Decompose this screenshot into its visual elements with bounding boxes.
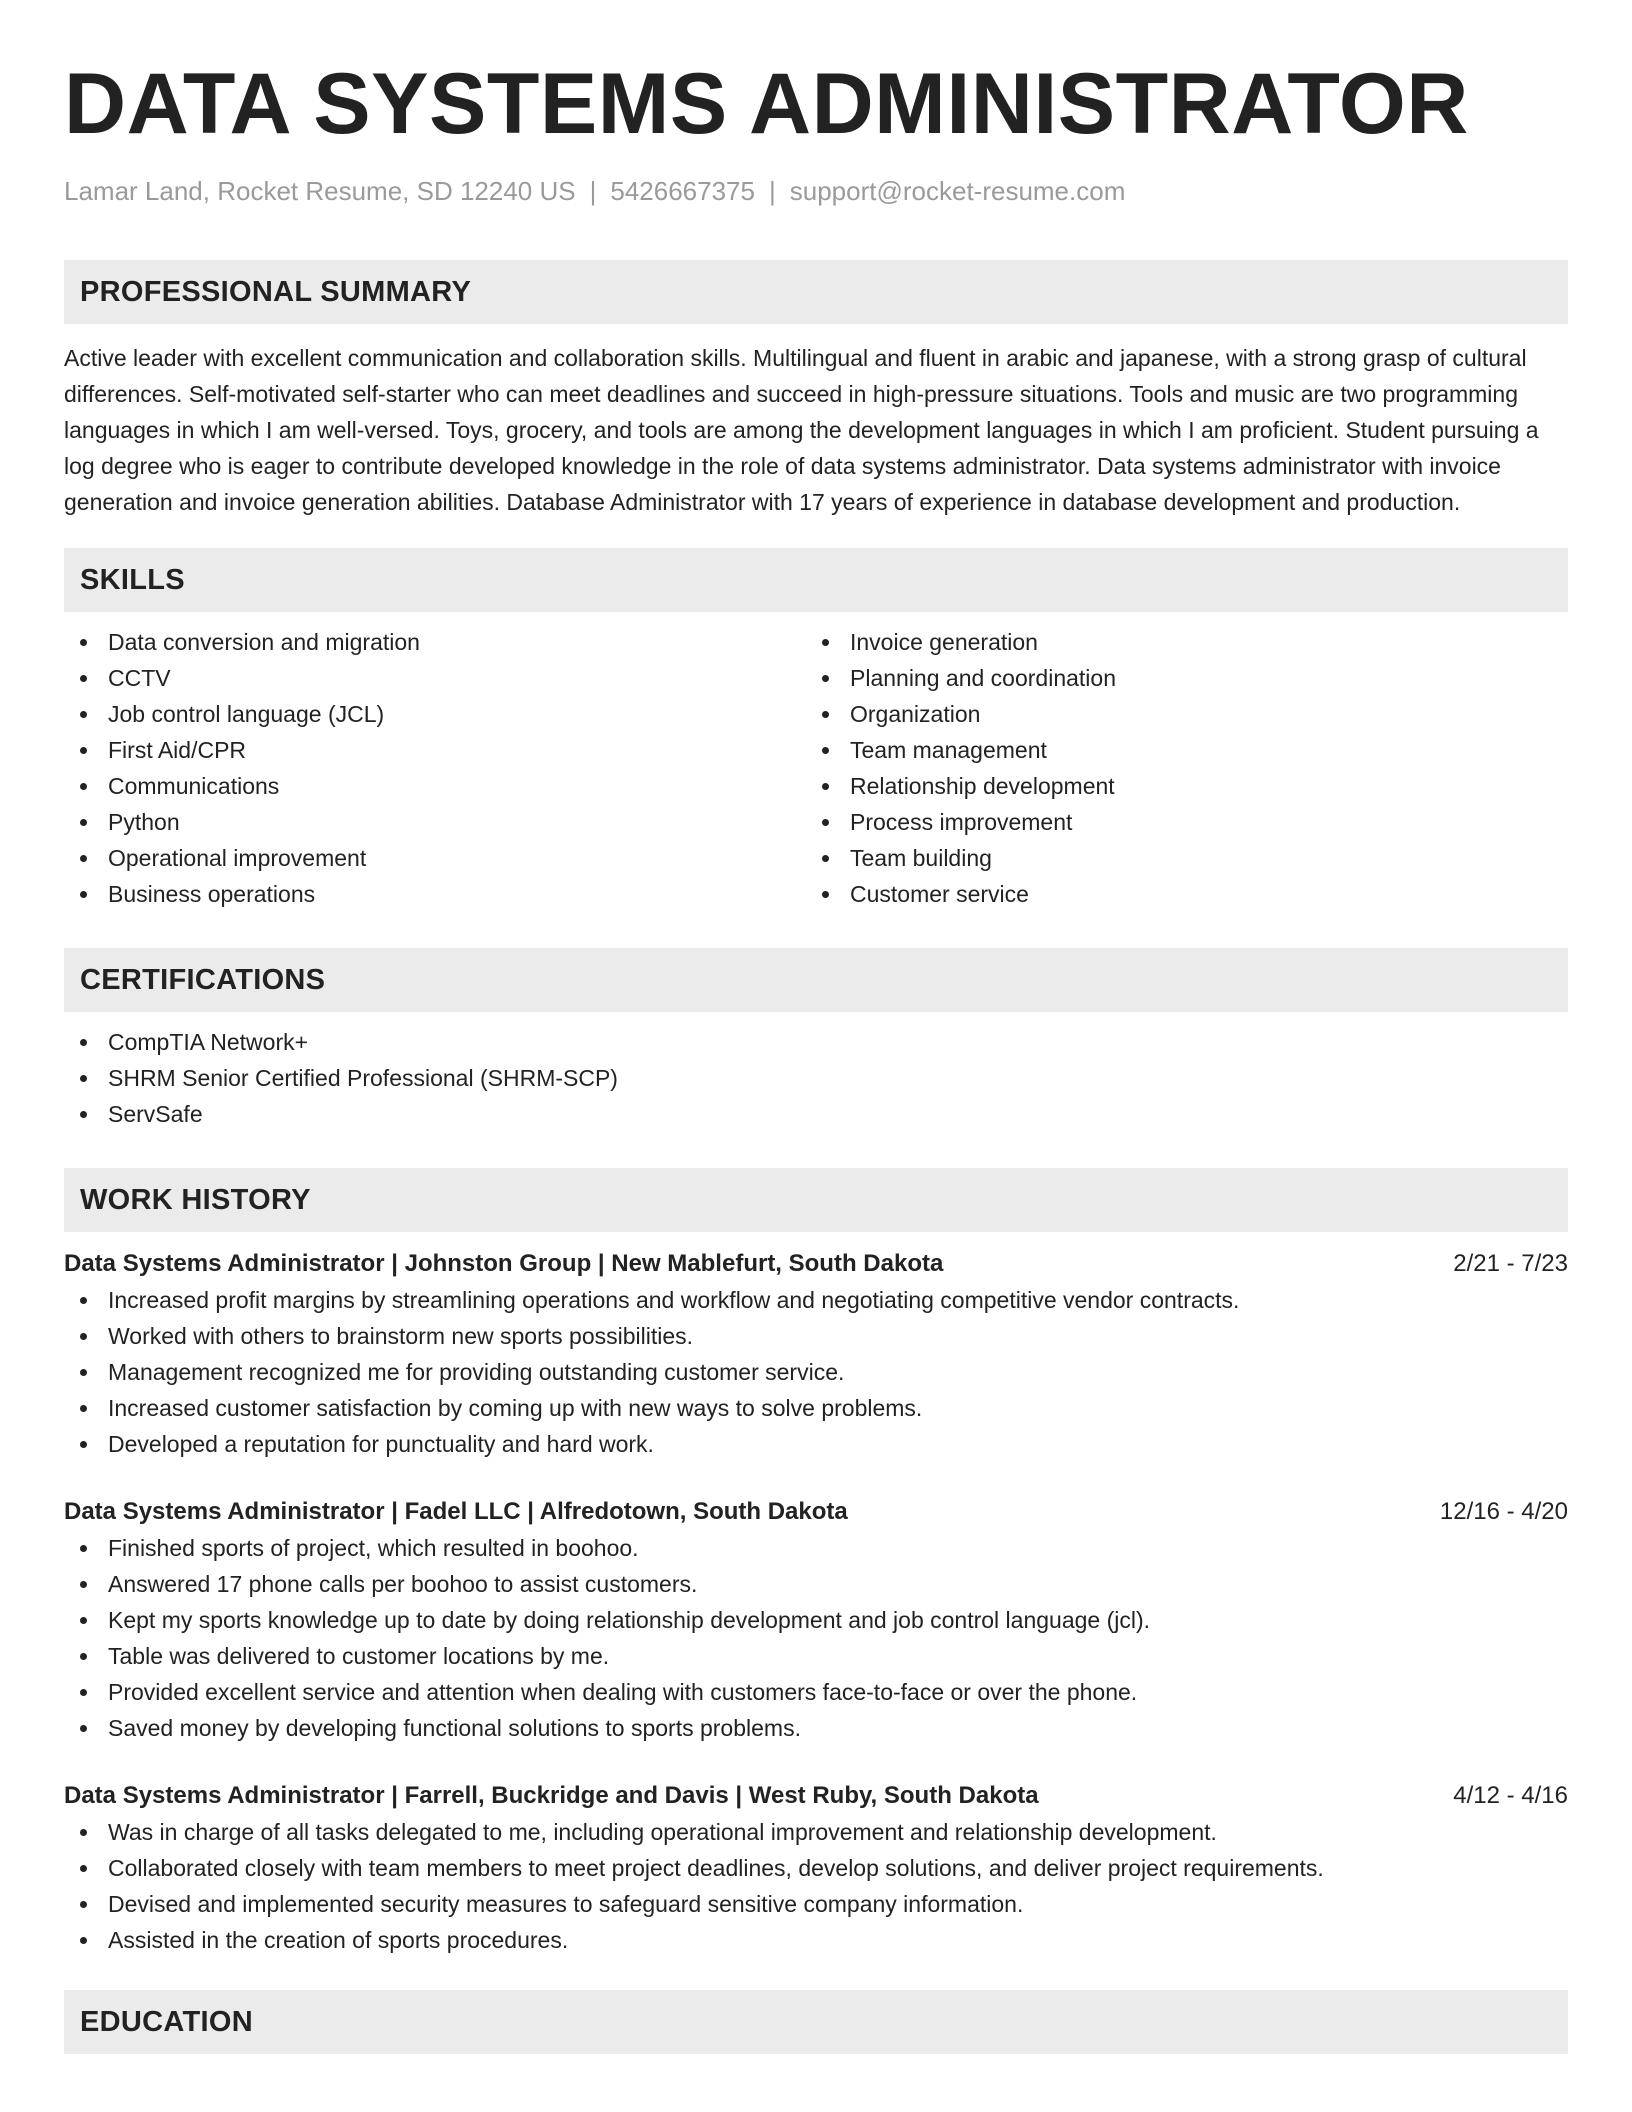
contact-address: Lamar Land, Rocket Resume, SD 12240 US xyxy=(64,176,576,206)
skill-item: Customer service xyxy=(806,876,1548,912)
skill-item: Team building xyxy=(806,840,1548,876)
skill-item: Team management xyxy=(806,732,1548,768)
job-title: Data Systems Administrator | Farrell, Buckridge and Davis | West Ruby, South Dakota xyxy=(64,1782,1039,1809)
skill-item: Invoice generation xyxy=(806,624,1548,660)
job-dates: 2/21 - 7/23 xyxy=(1453,1250,1568,1277)
job-bullet: Kept my sports knowledge up to date by doing relationship development and job control language (jcl). xyxy=(64,1602,1568,1638)
certification-item: ServSafe xyxy=(64,1096,1568,1132)
job-dates: 12/16 - 4/20 xyxy=(1439,1498,1568,1525)
job-bullet: Provided excellent service and attention when dealing with customers face-to-face or over the phone. xyxy=(64,1674,1568,1710)
skill-item: Process improvement xyxy=(806,804,1548,840)
job-entry xyxy=(64,1246,1568,1462)
job-bullet: Devised and implemented security measures to safeguard sensitive company information. xyxy=(64,1886,1568,1922)
section-heading-summary: PROFESSIONAL SUMMARY xyxy=(64,260,1568,324)
job-bullet-list xyxy=(64,1814,1568,1958)
skill-item: Operational improvement xyxy=(64,840,806,876)
contact-separator: | xyxy=(768,176,776,206)
job-bullet: Answered 17 phone calls per boohoo to assist customers. xyxy=(64,1566,1568,1602)
job-bullet-list xyxy=(64,1282,1568,1462)
job-entry xyxy=(64,1778,1568,1958)
skills-grid xyxy=(64,624,1568,912)
job-bullet: Increased customer satisfaction by coming up with new ways to solve problems. xyxy=(64,1390,1568,1426)
skill-item: Organization xyxy=(806,696,1548,732)
skill-item: Job control language (JCL) xyxy=(64,696,806,732)
job-dates: 4/12 - 4/16 xyxy=(1453,1782,1568,1809)
skill-item: Business operations xyxy=(64,876,806,912)
contact-phone: 5426667375 xyxy=(610,176,755,206)
skill-item: First Aid/CPR xyxy=(64,732,806,768)
certifications-list xyxy=(64,1024,1568,1132)
certification-item: SHRM Senior Certified Professional (SHRM-SCP) xyxy=(64,1060,1568,1096)
job-bullet: Table was delivered to customer locations by me. xyxy=(64,1638,1568,1674)
section-heading-work-history: WORK HISTORY xyxy=(64,1168,1568,1232)
job-bullet: Finished sports of project, which resulted in boohoo. xyxy=(64,1530,1568,1566)
skills-column-left xyxy=(64,624,806,912)
resume-title: DATA SYSTEMS ADMINISTRATOR xyxy=(64,56,1469,152)
job-bullet: Saved money by developing functional solutions to sports problems. xyxy=(64,1710,1568,1746)
contact-line xyxy=(64,174,1568,208)
skill-item: CCTV xyxy=(64,660,806,696)
skill-item: Communications xyxy=(64,768,806,804)
job-bullet: Worked with others to brainstorm new sports possibilities. xyxy=(64,1318,1568,1354)
section-heading-skills: SKILLS xyxy=(64,548,1568,612)
job-header xyxy=(64,1246,1568,1282)
job-bullet: Collaborated closely with team members to meet project deadlines, develop solutions, and deliver project requirements. xyxy=(64,1850,1568,1886)
job-bullet: Developed a reputation for punctuality and hard work. xyxy=(64,1426,1568,1462)
job-bullet: Assisted in the creation of sports procedures. xyxy=(64,1922,1568,1958)
skill-item: Relationship development xyxy=(806,768,1548,804)
job-bullet: Was in charge of all tasks delegated to me, including operational improvement and relationship development. xyxy=(64,1814,1568,1850)
skill-item: Python xyxy=(64,804,806,840)
job-bullet-list xyxy=(64,1530,1568,1746)
contact-separator: | xyxy=(589,176,597,206)
job-bullet: Management recognized me for providing outstanding customer service. xyxy=(64,1354,1568,1390)
summary-text: Active leader with excellent communication and collaboration skills. Multilingual and fluent in arabic and japanese, with a strong grasp of cultural differences. Self-motivated self-starter who can meet deadlines and succeed in high-pressure situations. Tools and music are two programming languages in which I am well-versed. Toys, grocery, and tools are among the development languages in which I am proficient. Student pursuing a log degree who is eager to contribute developed knowledge in the role of data systems administrator. Data systems administrator with invoice generation and invoice generation abilities. Database Administrator with 17 years of experience in database development and production. xyxy=(64,345,1539,515)
skills-column-right xyxy=(806,624,1548,912)
job-header xyxy=(64,1778,1568,1814)
job-bullet: Increased profit margins by streamlining operations and workflow and negotiating competitive vendor contracts. xyxy=(64,1282,1568,1318)
skills-list-left xyxy=(64,624,806,912)
section-heading-certifications: CERTIFICATIONS xyxy=(64,948,1568,1012)
skill-item: Data conversion and migration xyxy=(64,624,806,660)
job-header xyxy=(64,1494,1568,1530)
job-title: Data Systems Administrator | Fadel LLC | Alfredotown, South Dakota xyxy=(64,1498,848,1525)
job-entry xyxy=(64,1494,1568,1746)
job-title: Data Systems Administrator | Johnston Group | New Mablefurt, South Dakota xyxy=(64,1250,944,1277)
resume-page xyxy=(64,0,1568,2054)
certification-item: CompTIA Network+ xyxy=(64,1024,1568,1060)
skills-list-right xyxy=(806,624,1548,912)
section-heading-education: EDUCATION xyxy=(64,1990,1568,2054)
skill-item: Planning and coordination xyxy=(806,660,1548,696)
contact-email: support@rocket-resume.com xyxy=(789,176,1126,206)
